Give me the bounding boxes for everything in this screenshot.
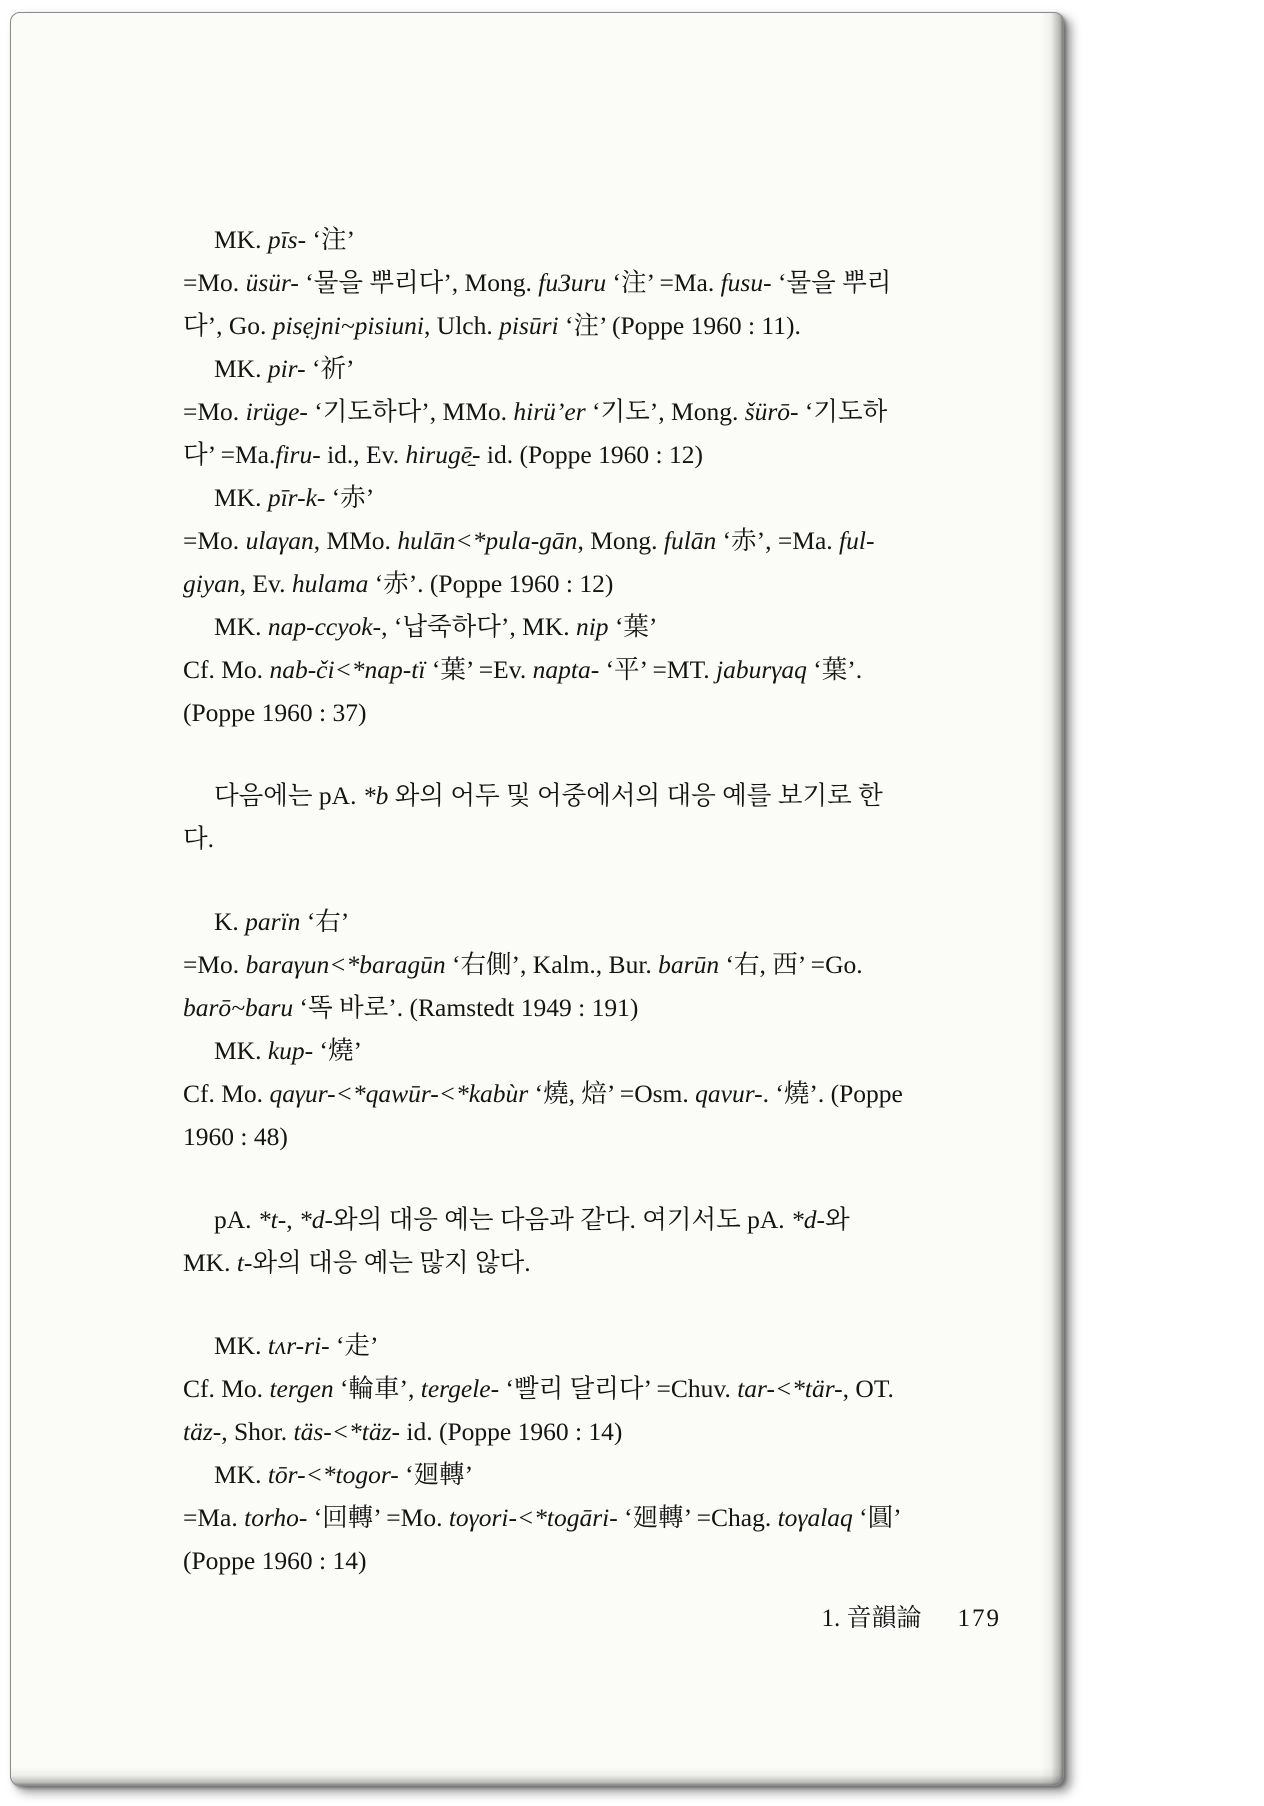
text-segment: MK. bbox=[214, 612, 268, 641]
text-segment: , Mong. bbox=[577, 526, 664, 555]
text-segment: (Poppe 1960 : 37) bbox=[183, 698, 367, 727]
text-segment: (Poppe 1960 : 14) bbox=[183, 1546, 367, 1575]
text-segment: ‘右, 西’ =Go. bbox=[719, 950, 863, 979]
text-segment: tergele- bbox=[420, 1374, 500, 1403]
text-line bbox=[183, 562, 977, 605]
text-segment: ‘回轉’ =Mo. bbox=[307, 1503, 449, 1532]
text-segment: , Ev. bbox=[239, 569, 292, 598]
text-line bbox=[183, 1115, 977, 1158]
text-segment: MK. bbox=[183, 1248, 237, 1277]
page-footer bbox=[11, 1598, 1063, 1634]
text-line bbox=[183, 1410, 977, 1453]
text-segment: fuЗuru bbox=[538, 268, 607, 297]
text-segment: täs-<*täz- bbox=[293, 1417, 400, 1446]
text-segment: =Mo. bbox=[183, 397, 246, 426]
text-line bbox=[183, 774, 977, 817]
text-segment: üsür- bbox=[245, 268, 299, 297]
text-segment: ‘輪車’, bbox=[333, 1374, 421, 1403]
text-line bbox=[183, 1367, 977, 1410]
text-line bbox=[183, 1241, 977, 1284]
text-segment: =Mo. bbox=[183, 526, 246, 555]
text-segment: ‘注’ (Poppe 1960 : 11). bbox=[558, 311, 801, 340]
text-segment: toγori-<*togāri- bbox=[448, 1503, 618, 1532]
text-line bbox=[183, 986, 977, 1029]
text-segment: id., Ev. bbox=[320, 440, 406, 469]
text-segment: ‘葉’. bbox=[806, 655, 863, 684]
text-segment: ‘赤’. (Poppe 1960 : 12) bbox=[368, 569, 614, 598]
text-segment: t- bbox=[236, 1248, 253, 1277]
text-segment: tar-<*tär- bbox=[737, 1374, 843, 1403]
text-line bbox=[183, 605, 977, 648]
text-line bbox=[183, 390, 977, 433]
text-line bbox=[183, 648, 977, 691]
footer-section-label: 1. 音韻論 bbox=[821, 1605, 922, 1632]
text-segment: Cf. Mo. bbox=[183, 1374, 270, 1403]
text-segment: ‘廻轉’ bbox=[398, 1460, 474, 1489]
text-segment: nab-či<*nap-tï bbox=[269, 655, 426, 684]
text-segment: ‘右側’, Kalm., Bur. bbox=[445, 950, 659, 979]
text-line bbox=[183, 691, 977, 734]
text-segment: hulān<*pula-gān bbox=[397, 526, 578, 555]
text-line bbox=[183, 433, 977, 476]
text-segment: ‘물을 뿌리 bbox=[771, 268, 892, 297]
text-segment: MK. bbox=[214, 225, 268, 254]
text-segment: , Ulch. bbox=[424, 311, 500, 340]
text-segment: 와 bbox=[825, 1205, 850, 1234]
text-segment: 다음에는 pA. bbox=[214, 781, 363, 810]
text-segment: ‘廻轉’ =Chag. bbox=[617, 1503, 778, 1532]
text-segment: , MMo. bbox=[313, 526, 398, 555]
text-segment: ‘燒, 焙’ =Osm. bbox=[528, 1079, 696, 1108]
text-segment: barūn bbox=[658, 950, 720, 979]
text-segment: jaburγaq bbox=[716, 655, 807, 684]
text-segment: id. (Poppe 1960 : 12) bbox=[480, 440, 703, 469]
text-line bbox=[183, 218, 977, 261]
text-segment: K. bbox=[214, 907, 246, 936]
text-segment: fulān bbox=[663, 526, 717, 555]
text-segment: täz- bbox=[183, 1417, 222, 1446]
text-segment: , OT. bbox=[842, 1374, 894, 1403]
text-segment: 와의 대응 예는 다음과 같다. 여기서도 pA. bbox=[333, 1205, 792, 1234]
text-segment: ‘기도’, Mong. bbox=[585, 397, 745, 426]
text-segment: parïn bbox=[245, 907, 301, 936]
text-segment: 다’ =Ma. bbox=[183, 440, 276, 469]
text-line bbox=[183, 1324, 977, 1367]
text-segment: ‘赤’ bbox=[325, 483, 375, 512]
text-segment: , Shor. bbox=[221, 1417, 294, 1446]
text-segment: ‘기도하다’, MMo. bbox=[307, 397, 514, 426]
text-segment: kup- bbox=[267, 1036, 314, 1065]
text-segment: MK. bbox=[214, 1331, 268, 1360]
text-segment: ‘走’ bbox=[329, 1331, 379, 1360]
text-line bbox=[183, 1539, 977, 1582]
text-line bbox=[183, 519, 977, 562]
text-segment: Cf. Mo. bbox=[183, 1079, 270, 1108]
text-line bbox=[183, 1198, 977, 1241]
text-segment: šürō- bbox=[744, 397, 799, 426]
text-line bbox=[183, 1072, 977, 1115]
text-segment: nip bbox=[575, 612, 609, 641]
text-segment: hirugē̱- bbox=[405, 440, 481, 469]
text-line bbox=[183, 476, 977, 519]
text-segment: ‘기도하 bbox=[798, 397, 888, 426]
text-line bbox=[183, 1453, 977, 1496]
text-segment: ‘赤’, =Ma. bbox=[716, 526, 840, 555]
text-segment: ‘똑 바로’. (Ramstedt 1949 : 191) bbox=[293, 993, 639, 1022]
text-segment: ‘圓’ bbox=[852, 1503, 902, 1532]
text-line bbox=[183, 900, 977, 943]
text-segment: . ‘燒’. (Poppe bbox=[762, 1079, 903, 1108]
text-segment: pīr-k- bbox=[267, 483, 326, 512]
text-segment: 1960 : 48) bbox=[183, 1122, 288, 1151]
text-segment: ‘물을 뿌리다’, Mong. bbox=[298, 268, 539, 297]
text-line bbox=[183, 304, 977, 347]
text-segment: toγalaq bbox=[777, 1503, 853, 1532]
text-segment: 다’, Go. bbox=[183, 311, 273, 340]
text-segment: 와의 대응 예는 많지 않다. bbox=[252, 1248, 531, 1277]
text-segment: ‘葉’ bbox=[608, 612, 658, 641]
text-segment: =Mo. bbox=[183, 950, 246, 979]
text-segment: napta- bbox=[532, 655, 600, 684]
text-segment: ‘注’ =Ma. bbox=[606, 268, 721, 297]
text-segment: pīs- bbox=[267, 225, 307, 254]
text-segment: irüge- bbox=[245, 397, 308, 426]
text-segment: ‘右’ bbox=[300, 907, 350, 936]
text-segment: ‘빨리 달리다’ =Chuv. bbox=[499, 1374, 738, 1403]
text-segment: *d- bbox=[791, 1205, 826, 1234]
text-segment: MK. bbox=[214, 1036, 268, 1065]
text-segment: pisūri bbox=[499, 311, 559, 340]
text-segment: , ‘납죽하다’, MK. bbox=[381, 612, 576, 641]
text-segment: , bbox=[286, 1205, 299, 1234]
text-segment: pir- bbox=[267, 354, 306, 383]
text-segment: ulaγan bbox=[245, 526, 314, 555]
text-segment: *t- bbox=[257, 1205, 287, 1234]
text-segment: qavur- bbox=[695, 1079, 763, 1108]
text-segment: ‘燒’ bbox=[313, 1036, 363, 1065]
text-segment: ‘葉’ =Ev. bbox=[425, 655, 533, 684]
text-segment: hulama bbox=[291, 569, 369, 598]
text-segment: MK. bbox=[214, 1460, 268, 1489]
footer-page-number: 179 bbox=[957, 1605, 1001, 1632]
text-segment: pisẹjni~pisiuni bbox=[272, 311, 425, 340]
text-segment: tergen bbox=[269, 1374, 334, 1403]
text-segment: tʌr-ri- bbox=[267, 1331, 330, 1360]
text-line bbox=[183, 347, 977, 390]
text-segment: baraγun<*baragūn bbox=[245, 950, 446, 979]
text-segment: torho- bbox=[244, 1503, 308, 1532]
text-segment: =Ma. bbox=[183, 1503, 245, 1532]
text-segment: 다. bbox=[183, 824, 215, 853]
text-segment: qaγur-<*qawūr-<*kabùr bbox=[269, 1079, 529, 1108]
text-segment: nap-ccyok- bbox=[267, 612, 382, 641]
page-content bbox=[11, 13, 1063, 1582]
text-line bbox=[183, 1029, 977, 1072]
text-segment: ful- bbox=[839, 526, 875, 555]
text-segment: MK. bbox=[214, 483, 268, 512]
text-segment: tōr-<*togor- bbox=[267, 1460, 399, 1489]
text-segment: id. (Poppe 1960 : 14) bbox=[400, 1417, 623, 1446]
text-segment: =Mo. bbox=[183, 268, 246, 297]
text-segment: Cf. Mo. bbox=[183, 655, 270, 684]
text-line bbox=[183, 817, 977, 860]
text-segment: hirü’er bbox=[513, 397, 586, 426]
text-segment: ‘平’ =MT. bbox=[599, 655, 717, 684]
text-segment: barō~baru bbox=[183, 993, 294, 1022]
text-segment: pA. bbox=[214, 1205, 258, 1234]
text-segment: *b bbox=[362, 781, 389, 810]
text-segment: *d- bbox=[299, 1205, 333, 1234]
text-line bbox=[183, 261, 977, 304]
text-segment: ‘祈’ bbox=[305, 354, 355, 383]
text-segment: firu- bbox=[275, 440, 321, 469]
text-segment: giyan bbox=[183, 569, 240, 598]
book-page bbox=[10, 12, 1064, 1786]
text-line bbox=[183, 1496, 977, 1539]
text-segment: ‘注’ bbox=[306, 225, 355, 254]
text-segment: 와의 어두 및 어중에서의 대응 예를 보기로 한 bbox=[388, 781, 883, 810]
text-segment: MK. bbox=[214, 354, 268, 383]
text-line bbox=[183, 943, 977, 986]
text-segment: fusu- bbox=[720, 268, 772, 297]
